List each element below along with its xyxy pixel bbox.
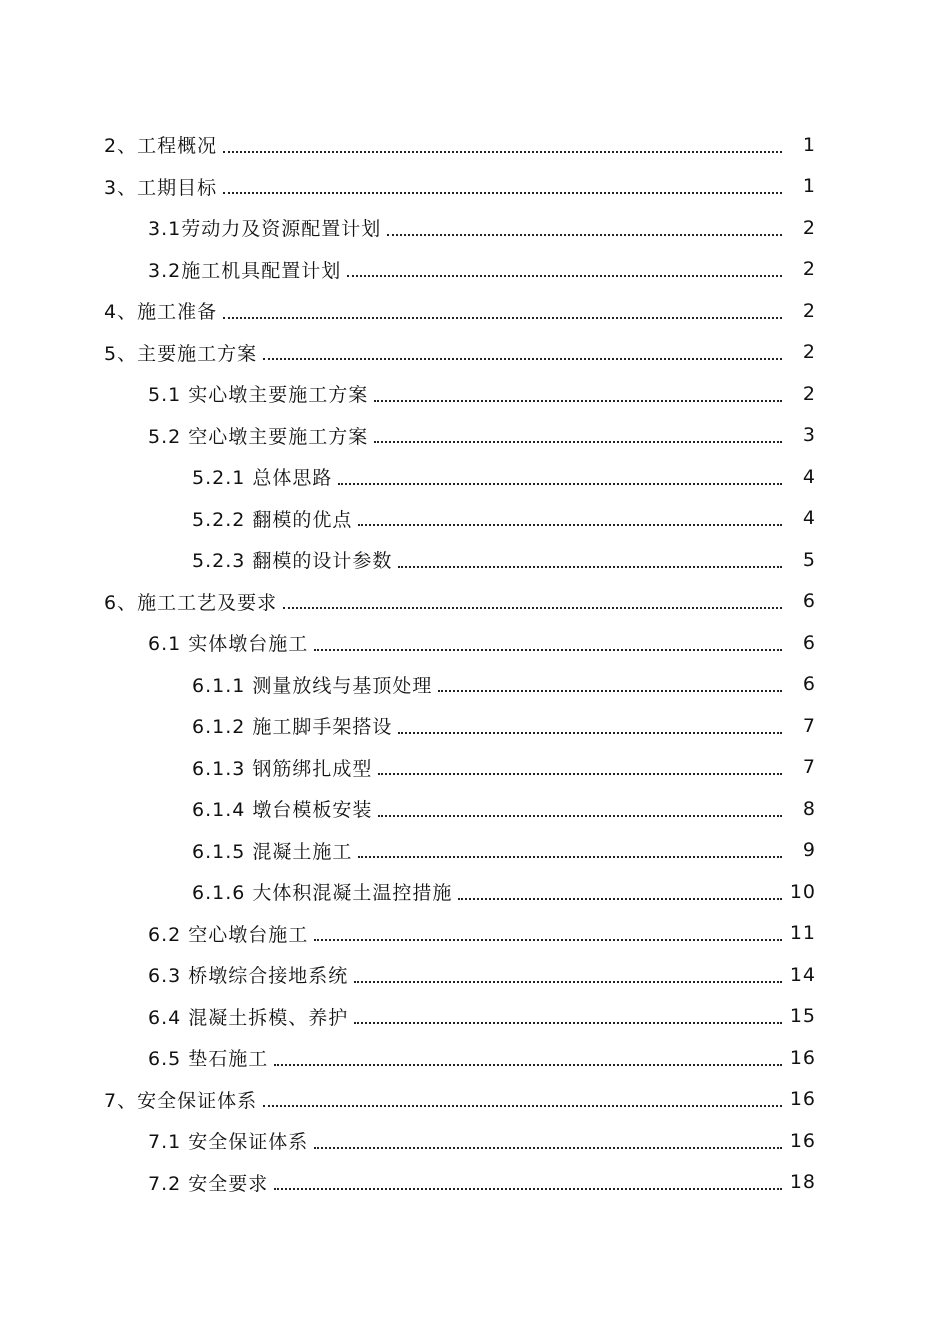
dot-leader [314,939,782,941]
dot-leader [438,690,782,692]
toc-entry-label: 5.2 空心墩主要施工方案 [148,422,370,449]
dot-leader [374,441,782,443]
toc-entry-page-number: 4 [802,465,816,488]
toc-entry-page-number: 5 [802,548,816,571]
dot-leader [398,732,782,734]
toc-entry[interactable] [0,1079,950,1121]
toc-entry-page-number: 18 [789,1171,816,1194]
toc-entry-label: 6.1.1 测量放线与基顶处理 [192,671,434,698]
toc-entry[interactable] [0,498,950,540]
toc-entry-label: 6.1.6 大体积混凝土温控措施 [192,878,454,905]
toc-entry-label: 6.1.2 施工脚手架搭设 [192,712,394,739]
dot-leader [358,524,782,526]
toc-entry[interactable] [0,290,950,332]
dot-leader [314,649,782,651]
dot-leader [274,1064,782,1066]
table-of-contents [0,124,950,1203]
toc-entry-page-number: 4 [802,507,816,530]
dot-leader [263,358,782,360]
toc-entry-label: 6.4 混凝土拆模、养护 [148,1003,350,1030]
toc-entry[interactable] [0,332,950,374]
toc-entry[interactable] [0,622,950,664]
toc-entry-page-number: 3 [802,424,816,447]
toc-entry-page-number: 2 [802,216,816,239]
dot-leader [263,1105,782,1107]
toc-entry-page-number: 16 [789,1129,816,1152]
toc-entry[interactable] [0,1162,950,1204]
toc-entry[interactable] [0,954,950,996]
toc-entry-label: 7.1 安全保证体系 [148,1127,310,1154]
toc-entry-page-number: 2 [802,341,816,364]
toc-entry-label: 6.1.4 墩台模板安装 [192,795,374,822]
toc-entry-page-number: 6 [802,673,816,696]
toc-entry[interactable] [0,996,950,1038]
toc-entry[interactable] [0,1037,950,1079]
toc-entry-label: 3、工期目标 [104,173,219,200]
toc-entry-label: 5.2.3 翻模的设计参数 [192,546,394,573]
toc-entry[interactable] [0,1120,950,1162]
toc-entry-page-number: 10 [789,880,816,903]
toc-entry-page-number: 8 [802,797,816,820]
toc-entry[interactable] [0,539,950,581]
toc-entry[interactable] [0,747,950,789]
toc-entry[interactable] [0,871,950,913]
toc-entry[interactable] [0,124,950,166]
toc-entry-label: 6.2 空心墩台施工 [148,920,310,947]
toc-entry-page-number: 7 [802,756,816,779]
toc-entry-label: 5.2.2 翻模的优点 [192,505,354,532]
toc-entry-page-number: 2 [802,299,816,322]
dot-leader [223,192,782,194]
toc-entry[interactable] [0,913,950,955]
toc-entry-page-number: 2 [802,258,816,281]
dot-leader [398,566,782,568]
dot-leader [458,898,782,900]
toc-entry-label: 5、主要施工方案 [104,339,259,366]
toc-entry-page-number: 1 [802,133,816,156]
toc-entry-label: 6.1.3 钢筋绑扎成型 [192,754,374,781]
dot-leader [314,1147,782,1149]
toc-entry-page-number: 6 [802,590,816,613]
toc-entry-page-number: 1 [802,175,816,198]
toc-entry[interactable] [0,249,950,291]
toc-entry[interactable] [0,166,950,208]
toc-entry[interactable] [0,664,950,706]
dot-leader [354,1022,782,1024]
toc-entry-page-number: 7 [802,714,816,737]
dot-leader [378,773,782,775]
dot-leader [387,234,782,236]
toc-entry-page-number: 6 [802,631,816,654]
dot-leader [283,607,782,609]
dot-leader [274,1188,782,1190]
toc-entry-page-number: 16 [789,1088,816,1111]
dot-leader [378,815,782,817]
toc-entry-page-number: 15 [789,1005,816,1028]
toc-entry[interactable] [0,705,950,747]
dot-leader [223,317,782,319]
toc-entry-label: 6.5 垫石施工 [148,1044,270,1071]
toc-entry-label: 6.1 实体墩台施工 [148,629,310,656]
dot-leader [347,275,782,277]
toc-entry-label: 2、工程概况 [104,131,219,158]
toc-entry[interactable] [0,581,950,623]
toc-entry[interactable] [0,373,950,415]
toc-entry-label: 5.2.1 总体思路 [192,463,334,490]
toc-entry-label: 6.3 桥墩综合接地系统 [148,961,350,988]
toc-entry-page-number: 2 [802,382,816,405]
dot-leader [338,483,782,485]
dot-leader [354,981,782,983]
toc-entry-label: 7.2 安全要求 [148,1169,270,1196]
toc-entry[interactable] [0,788,950,830]
toc-entry[interactable] [0,830,950,872]
toc-entry-label: 5.1 实心墩主要施工方案 [148,380,370,407]
toc-entry-label: 4、施工准备 [104,297,219,324]
toc-entry[interactable] [0,415,950,457]
toc-entry-page-number: 9 [802,839,816,862]
dot-leader [374,400,782,402]
toc-entry-page-number: 14 [789,963,816,986]
dot-leader [223,151,782,153]
dot-leader [358,856,782,858]
toc-entry[interactable] [0,207,950,249]
toc-entry-page-number: 16 [789,1046,816,1069]
toc-entry-page-number: 11 [789,922,816,945]
toc-entry-label: 3.1劳动力及资源配置计划 [148,214,383,241]
toc-entry[interactable] [0,456,950,498]
toc-entry-label: 6、施工工艺及要求 [104,588,279,615]
toc-entry-label: 7、安全保证体系 [104,1086,259,1113]
toc-entry-label: 6.1.5 混凝土施工 [192,837,354,864]
toc-entry-label: 3.2施工机具配置计划 [148,256,343,283]
